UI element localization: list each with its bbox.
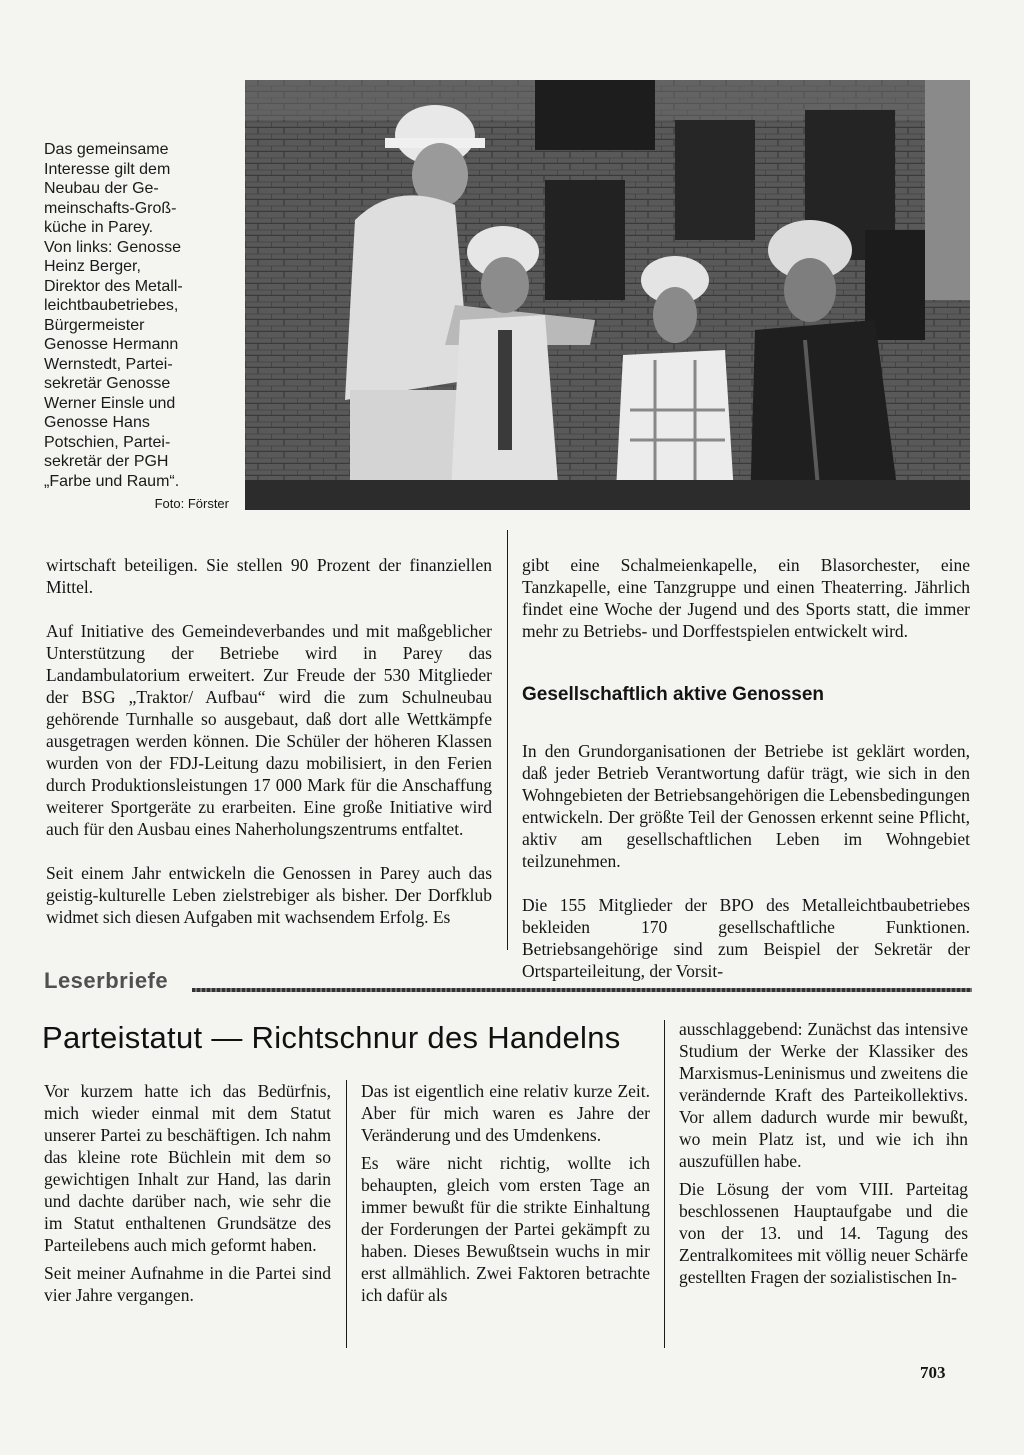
photo-illustration: [245, 80, 970, 510]
paragraph: Das ist eigentlich eine relativ kurze Zeit. Aber für mich waren es Jahre der Veränderung und des Umdenkens.: [361, 1081, 650, 1145]
section-label: Leserbriefe: [44, 968, 169, 993]
paragraph: Vor kurzem hatte ich das Bedürfnis, mich wieder einmal mit dem Statut unserer Partei zu beschäftigen. Ich nahm das kleine rote Büchlein mit dem so gewichtigen Inhalt zur Hand, las darin und dachte darüber nach, wie sehr die im Statut enthaltenen Grundsätze des Parteilebens auch mich geformt haben.: [44, 1081, 331, 1255]
column-divider: [346, 1080, 347, 1348]
article-title: Parteistatut — Richtschnur des Handelns: [42, 1020, 621, 1055]
paragraph: Auf Initiative des Gemeindeverbandes und mit maßgeblicher Unterstützung der Betriebe wird in Parey das Landambulatorium erweitert. Zur Freude der 530 Mitglieder der BSG „Traktor/ Aufbau“ wird die zum Schulneubau gehörende Turnhalle so ausgebaut, daß dort alle Wettkämpfe ausgetragen werden können. Die Schüler der höheren Klassen wurden von der FDJ-Leitung dazu mobilisiert, in den Ferien durch Produktionsleistungen 17 000 Mark für die Anschaffung weiterer Sportgeräte zu erarbeiten. Eine große Initiative wird auch für den Ausbau eines Naherholungszentrums entfaltet.: [46, 621, 492, 839]
page-number: 703: [920, 1363, 946, 1382]
paragraph: Die 155 Mitglieder der BPO des Metalleichtbaubetriebes bekleiden 170 gesellschaftliche Funktionen. Betriebsangehörige sind zum Beispiel der Sekretär der Ortsparteileitung, der Vorsit-: [522, 895, 970, 981]
paragraph: Seit meiner Aufnahme in die Partei sind vier Jahre vergangen.: [44, 1263, 331, 1305]
paragraph: Die Lösung der vom VIII. Parteitag beschlossenen Hauptaufgabe und die von der 13. und 14. Tagung des Zentralkomitees mit völlig neuer Schärfe gestellten Fragen der sozialistischen In-: [679, 1179, 968, 1287]
paragraph: In den Grundorganisationen der Betriebe ist geklärt worden, daß jeder Betrieb Verantwortung dafür trägt, wie sich in den Wohngebieten der Betriebsangehörigen die Lebensbedingungen entwickeln. Der größte Teil der Genossen erkennt seine Pflicht, aktiv am gesellschaftlichen Leben im Wohngebiet teilzunehmen.: [522, 741, 970, 871]
paragraph: Es wäre nicht richtig, wollte ich behaupten, gleich vom ersten Tage an immer bewußt für die strikte Einhaltung der Forderungen der Partei gekämpft zu haben. Dieses Bewußtsein wuchs in mir erst allmählich. Zwei Faktoren betrachte ich dafür als: [361, 1153, 650, 1305]
photo-caption: Das gemeinsame Interesse gilt dem Neubau der Ge- meinschafts-Groß- küche in Parey. Von links: Genosse Heinz Berger, Direktor des Metall- leichtbaubetriebes, Bürgermeister Genosse Hermann Wernstedt, Partei- sekretär Genosse Werner Einsle und Genosse Hans Potschien, Partei- sekretär der PGH „Farbe und Raum“.: [44, 141, 183, 490]
paragraph: gibt eine Schalmeienkapelle, ein Blasorchester, eine Tanzkapelle, eine Tanzgruppe und einen Theaterring. Jährlich findet eine Woche der Jugend und des Sports statt, die immer mehr zu Betriebs- und Dorffestspielen entwickelt wird.: [522, 555, 970, 641]
paragraph: Seit einem Jahr entwickeln die Genossen in Parey auch das geistig-kulturelle Leben zielstrebiger als bisher. Der Dorfklub widmet sich diesen Aufgaben mit wachsendem Erfolg. Es: [46, 863, 492, 927]
letter-column-1: [44, 1080, 331, 1312]
subheading: Gesellschaftlich aktive Genossen: [522, 684, 825, 705]
paragraph: wirtschaft beteiligen. Sie stellen 90 Prozent der finanziellen Mittel.: [46, 555, 492, 597]
section-rule: [192, 988, 972, 992]
photo-construction-site: [245, 80, 970, 510]
article-column-2: [522, 532, 970, 1004]
article-column-1: [46, 532, 492, 950]
column-divider: [507, 530, 508, 950]
letter-column-2: [361, 1080, 650, 1312]
paragraph: ausschlaggebend: Zunächst das intensive Studium der Werke der Klassiker des Marxismus-Leninismus und zweitens die verändernde Kraft des Parteikollektivs. Vor allem dadurch wurde mir bewußt, wo mein Platz ist, und wie ich ihn auszufüllen habe.: [679, 1019, 968, 1171]
letter-column-3: [679, 1018, 968, 1294]
column-divider: [664, 1020, 665, 1348]
photo-credit: Foto: Förster: [154, 496, 229, 511]
